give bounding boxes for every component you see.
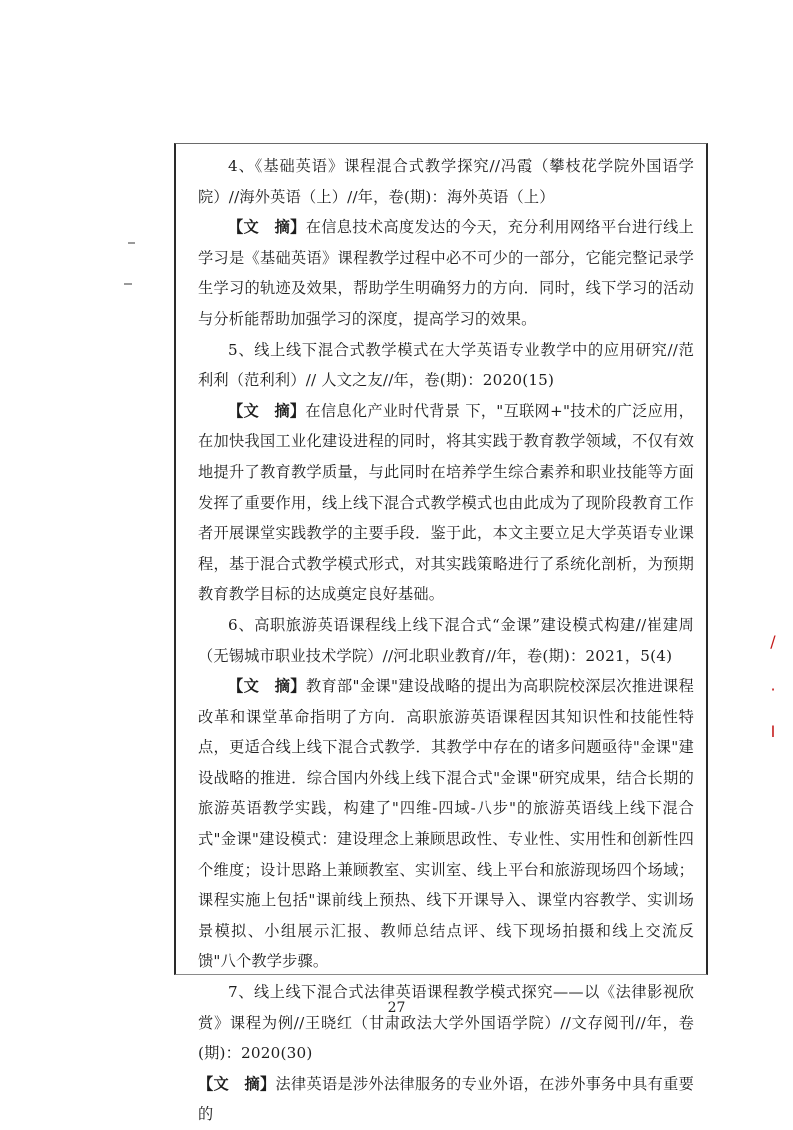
- page-number: 27: [387, 1000, 406, 1016]
- abstract-text: 在信息技术高度发达的今天，充分利用网络平台进行线上学习是《基础英语》课程教学过程中必不可少的一部分，它能完整记录学生学习的轨迹及效果，帮助学生明确努力的方向．同时，线下学习的活动与分析能帮助加强学习的深度，提高学习的效果。: [198, 218, 695, 328]
- entry-title: 5、线上线下混合式教学模式在大学英语专业教学中的应用研究//范利利（范利利）// 人文之友//年，卷(期)：2020(15): [198, 340, 694, 390]
- entry-title: 7、线上线下混合式法律英语课程教学模式探究——以《法律影视欣赏》课程为例//王晓红（甘肃政法大学外国语学院）//文存阅刊//年，卷(期)：2020(30): [198, 983, 694, 1063]
- entry-abstract: [198, 396, 694, 610]
- reference-entry-5: [198, 335, 694, 610]
- stamp-mark: ·: [770, 680, 776, 699]
- entry-title: 4、《基础英语》课程混合式教学探究//冯霞（攀枝花学院外国语学院）//海外英语（上）//年，卷(期)：海外英语（上）: [198, 157, 694, 206]
- reference-list: [198, 151, 694, 1130]
- entry-abstract: [198, 671, 694, 977]
- abstract-label: 【文 摘】: [198, 1074, 276, 1093]
- entry-title: 6、高职旅游英语课程线上线下混合式“金课”建设模式构建//崔建周（无锡城市职业技术学院）//河北职业教育//年，卷(期)：2021，5(4): [198, 615, 694, 665]
- abstract-text: 教育部"金课"建设战略的提出为高职院校深层次推进课程改革和课堂革命指明了方向．高职旅游英语课程因其知识性和技能性特点，更适合线上线下混合式教学．其教学中存在的诸多问题亟待"金课"建设战略的推进．综合国内外线上线下混合式"金课"研究成果，结合长期的旅游英语教学实践，构建了"四维-四域-八步"的旅游英语线上线下混合式"金课"建设模式：建设理念上兼顾思政性、专业性、实用性和创新性四个维度；设计思路上兼顾教室、实训室、线上平台和旅游现场四个场域；课程实施上包括"课前线上预热、线下开课导入、课堂内容教学、实训场景模拟、小组展示汇报、教师总结点评、线下现场拍摄和线上交流反馈"八个教学步骤。: [198, 677, 695, 971]
- scan-speck: [128, 242, 135, 244]
- entry-abstract: [198, 1069, 694, 1130]
- reference-entry-4: [198, 151, 694, 335]
- entry-abstract: [198, 212, 694, 334]
- abstract-text: 在信息化产业时代背景 下，"互联网+"技术的广泛应用，在加快我国工业化建设进程的同时，将其实践于教育教学领域，不仅有效地提升了教育教学质量，与此同时在培养学生综合素养和职业技能等方面发挥了重要作用，线上线下混合式教学模式也由此成为了现阶段教育工作者开展课堂实践教学的主要手段．鉴于此，本文主要立足大学英语专业课程，基于混合式教学模式形式，对其实践策略进行了系统化剖析，为预期教育教学目标的达成奠定良好基础。: [198, 401, 694, 604]
- abstract-text: 法律英语是涉外法律服务的专业外语，在涉外事务中具有重要的: [198, 1074, 695, 1124]
- stamp-mark: /: [770, 632, 776, 651]
- abstract-label: 【文 摘】: [228, 218, 306, 237]
- scan-speck: [124, 283, 132, 285]
- reference-entry-6: [198, 610, 694, 977]
- stamp-mark: I: [770, 722, 776, 741]
- abstract-label: 【文 摘】: [228, 401, 306, 420]
- abstract-label: 【文 摘】: [228, 677, 306, 696]
